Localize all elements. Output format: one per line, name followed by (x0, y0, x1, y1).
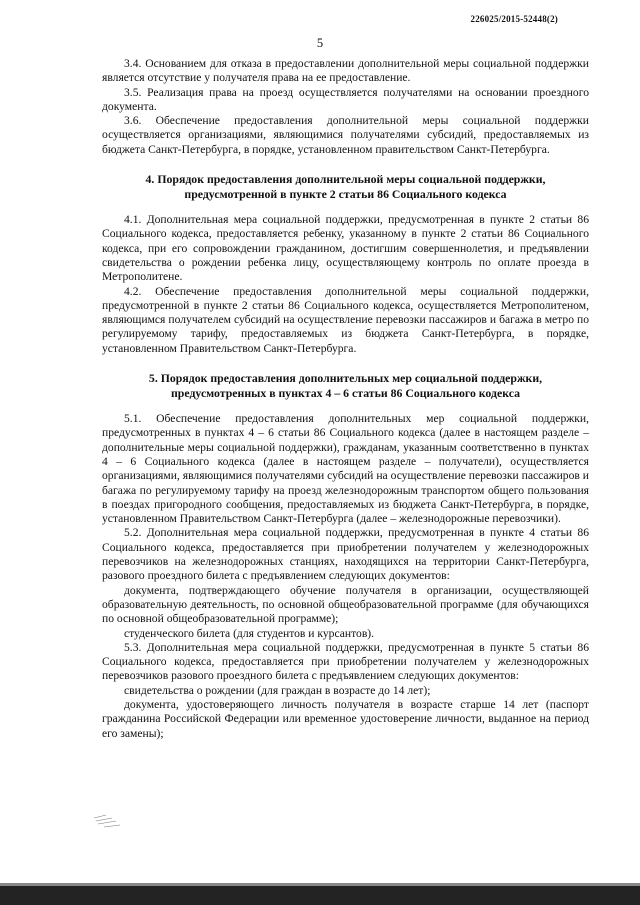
page-number: 5 (316, 36, 324, 50)
document-body (102, 57, 589, 741)
section-heading-5: 5. Порядок предоставления дополнительных мер социальной поддержки, предусмотренных в пунктах 4 – 6 статьи 86 Социального кодекса (148, 371, 543, 400)
paragraph-4-2: 4.2. Обеспечение предоставления дополнительной меры социальной поддержки, предусмотренной в пункте 2 статьи 86 Социального кодекса, осуществляется Метрополитеном, являющимся получателем субсидий на осуществление перевозки пассажиров и багажа в метро по регулируемому тарифу, предоставляемых из бюджета Санкт-Петербурга, в порядке, установленном Правительством Санкт-Петербурга. (102, 284, 589, 355)
section-heading-4: 4. Порядок предоставления дополнительной меры социальной поддержки, предусмотренной в пункте 2 статьи 86 Социального кодекса (145, 172, 546, 201)
paragraph-5-1: 5.1. Обеспечение предоставления дополнительных мер социальной поддержки, предусмотренных в пунктах 4 – 6 статьи 86 Социального кодекса (далее в настоящем разделе – дополнительные меры социальной поддержки), гражданам, указанным соответственно в пунктах 4 – 6 Социального кодекса (далее в настоящем разделе – получатели), осуществляется организациями, являющимися получателями субсидий на осуществление перевозки пассажиров и багажа по регулируемому тарифу на проезд железнодорожным транспортом общего пользования в поездах пригородного сообщения, предоставляемых из бюджета Санкт-Петербурга, в порядке, установленном Правительством Санкт-Петербурга (далее – железнодорожные перевозчики). (102, 412, 589, 526)
scan-mark-icon (92, 812, 124, 832)
paragraph-5-2: 5.2. Дополнительная мера социальной поддержки, предусмотренная в пункте 4 статьи 86 Социального кодекса, предоставляется при приобретении получателем у железнодорожных перевозчиков на железнодорожных станциях, находящихся на территории Санкт-Петербурга, разового проездного билета с предъявлением следующих документов: (102, 526, 589, 583)
document-id: 226025/2015-52448(2) (470, 14, 558, 24)
paragraph-5-2-item-1: документа, подтверждающего обучение получателя в организации, осуществляющей образовательную деятельность, по основной общеобразовательной программе (для обучающихся по основной общеобразовательной программе); (102, 583, 589, 626)
paragraph-5-3-item-2: документа, удостоверяющего личность получателя в возрасте старше 14 лет (паспорт гражданина Российской Федерации или временное удостоверение личности, выданное на период его замены); (102, 697, 589, 740)
paragraph-3-5: 3.5. Реализация права на проезд осуществляется получателями на основании проездного документа. (102, 85, 589, 113)
paragraph-3-6: 3.6. Обеспечение предоставления дополнительной меры социальной поддержки осуществляется организациями, являющимися получателями субсидий, предоставляемых из бюджета Санкт-Петербурга, в порядке, установленном правительством Санкт-Петербурга. (102, 114, 589, 156)
paragraph-5-3: 5.3. Дополнительная мера социальной поддержки, предусмотренная в пункте 5 статьи 86 Социального кодекса, предоставляется при приобретении получателем у железнодорожных перевозчиков разового проездного билета с предъявлением следующих документов: (102, 640, 589, 683)
paragraph-3-4: 3.4. Основанием для отказа в предоставлении дополнительной меры социальной поддержки является отсутствие у получателя права на ее предоставление. (102, 57, 589, 85)
paragraph-5-3-item-1: свидетельства о рождении (для граждан в возрасте до 14 лет); (124, 683, 431, 697)
paragraph-5-2-item-2: студенческого билета (для студентов и курсантов). (124, 626, 375, 640)
scan-bottom-edge (0, 883, 640, 905)
paragraph-4-1: 4.1. Дополнительная мера социальной поддержки, предусмотренная в пункте 2 статьи 86 Социального кодекса, предоставляется ребенку, указанному в пункте 2 статьи 86 Социального кодекса, при его сопровождении гражданином, достигшим совершеннолетия, и предъявлении свидетельства о рождении ребенка лицу, осуществляющему контроль по оплате проезда в Метрополитене. (102, 213, 589, 284)
